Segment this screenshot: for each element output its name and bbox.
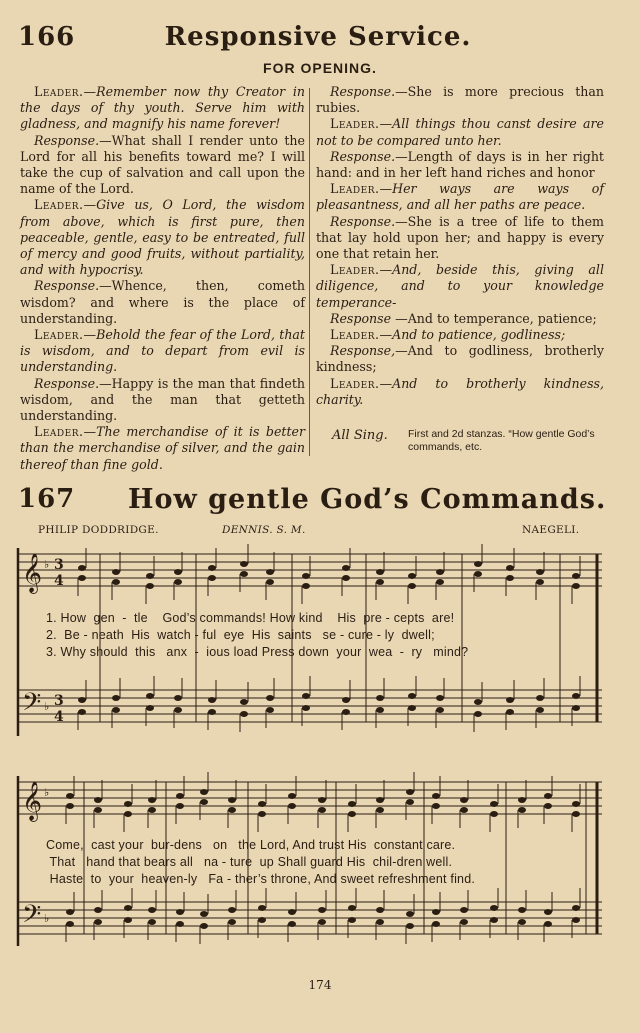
speaker-role: Leader. [330, 375, 380, 391]
note-head [302, 573, 310, 579]
treble-clef-icon: 𝄞 [22, 553, 43, 593]
responsive-reading-left-column [20, 84, 305, 473]
note-head [318, 907, 326, 913]
note-head [208, 697, 216, 703]
note-head [124, 917, 132, 923]
note-head [544, 803, 552, 809]
note-head [572, 583, 580, 589]
bass-clef-icon: 𝄢 [22, 688, 42, 723]
note-head [376, 907, 384, 913]
note-head [460, 797, 468, 803]
speaker-role: Leader. [34, 84, 84, 99]
note-head [200, 911, 208, 917]
speaker-role: Leader. [330, 262, 380, 278]
note-head [572, 811, 580, 817]
note-head [200, 923, 208, 929]
bass-clef-icon: 𝄢 [22, 900, 42, 935]
note-head [474, 699, 482, 705]
reading-text: And to brotherly kindness, charity. [316, 375, 604, 407]
dash: — [99, 278, 112, 294]
hymn-title: Responsive Service. [164, 22, 472, 52]
note-head [288, 803, 296, 809]
note-head [408, 573, 416, 579]
note-head [266, 569, 274, 575]
note-head [572, 693, 580, 699]
note-head [432, 921, 440, 927]
note-head [148, 797, 156, 803]
responsive-reading-right-column [316, 84, 604, 408]
note-head [432, 909, 440, 915]
note-head [78, 709, 86, 715]
time-signature-top: 3 [54, 557, 64, 573]
note-head [432, 793, 440, 799]
note-head [490, 801, 498, 807]
treble-staff [18, 782, 602, 814]
note-head [258, 917, 266, 923]
reading-paragraph [20, 376, 305, 425]
note-head [228, 807, 236, 813]
speaker-role: Response [330, 310, 392, 326]
note-head [124, 905, 132, 911]
note-head [240, 699, 248, 705]
note-head [572, 917, 580, 923]
note-head [112, 707, 120, 713]
speaker-role: Leader. [330, 181, 380, 197]
page-number: 174 [308, 978, 332, 992]
note-head [228, 907, 236, 913]
dash: — [379, 181, 393, 197]
note-head [376, 707, 384, 713]
note-head [432, 803, 440, 809]
hymn-credits [0, 524, 640, 540]
note-head [318, 807, 326, 813]
note-head [258, 801, 266, 807]
reading-text: What shall I render unto the Lord for all his benefits toward me? I will take the cup of salvation and call upon the name of the Lord. [20, 132, 305, 197]
note-head [506, 709, 514, 715]
note-head [148, 907, 156, 913]
note-head [348, 905, 356, 911]
note-head [146, 583, 154, 589]
dash: — [395, 343, 408, 359]
reading-text: Length of days is in her right hand: and in her left hand riches and honor [316, 148, 604, 181]
note-head [436, 579, 444, 585]
note-head [240, 561, 248, 567]
reading-text: Whence, then, cometh wisdom? and where is the place of understanding. [20, 278, 305, 326]
note-head [288, 793, 296, 799]
note-head [288, 909, 296, 915]
note-head [174, 695, 182, 701]
hymn-166-header [18, 22, 618, 62]
note-head [518, 919, 526, 925]
author-credit: PHILIP DODDRIDGE. [38, 524, 159, 536]
note-head [376, 797, 384, 803]
note-head [518, 807, 526, 813]
hymn-title: How gentle God’s Commands. [128, 484, 607, 515]
note-head [490, 917, 498, 923]
verse-1-line-2: Come, cast your bur-dens on the Lord, And trust His constant care. [46, 838, 456, 852]
note-head [506, 575, 514, 581]
reading-paragraph [316, 311, 604, 327]
reading-text: And to temperance, patience; [407, 310, 597, 326]
verse-2-line-2: That hand that bears all na - ture up Shall guard His chil-dren well. [46, 855, 453, 869]
note-head [174, 569, 182, 575]
reading-text: Behold the fear of the Lord, that is wisdom, and to depart from evil is understanding. [20, 327, 305, 375]
time-signature-top: 3 [54, 693, 64, 709]
note-head [342, 575, 350, 581]
note-head [518, 797, 526, 803]
speaker-role: Response. [34, 375, 100, 391]
note-head [506, 565, 514, 571]
note-head [78, 565, 86, 571]
time-signature-bottom: 4 [54, 573, 64, 589]
note-head [436, 707, 444, 713]
note-head [536, 579, 544, 585]
note-head [572, 905, 580, 911]
note-head [176, 921, 184, 927]
note-head [66, 921, 74, 927]
note-head [148, 919, 156, 925]
speaker-role: Response. [34, 278, 100, 294]
note-head [544, 793, 552, 799]
note-head [376, 807, 384, 813]
dash: — [83, 424, 97, 440]
note-head [208, 575, 216, 581]
reading-paragraph [20, 327, 305, 376]
note-head [94, 919, 102, 925]
note-head [124, 811, 132, 817]
speaker-role: Leader. [330, 116, 380, 132]
hymn-number: 166 [18, 22, 76, 52]
key-flat-icon: ♭ [44, 700, 50, 713]
speaker-role: Response. [330, 84, 396, 99]
reading-paragraph [20, 424, 305, 473]
note-head [376, 695, 384, 701]
speaker-role: Response. [330, 213, 396, 229]
note-head [124, 801, 132, 807]
note-head [408, 705, 416, 711]
reading-paragraph [316, 181, 604, 213]
note-head [240, 711, 248, 717]
dash: — [391, 310, 408, 326]
note-head [408, 693, 416, 699]
dash: — [379, 116, 393, 132]
dash: — [395, 213, 408, 229]
note-head [146, 705, 154, 711]
note-head [406, 789, 414, 795]
note-head [112, 579, 120, 585]
hymn-number: 167 [18, 484, 76, 514]
note-head [94, 807, 102, 813]
note-head [460, 807, 468, 813]
reading-paragraph [20, 278, 305, 327]
verse-3-line-1: 3. Why should this anx - ious load Press down your wea - ry mind? [46, 645, 469, 659]
note-head [474, 561, 482, 567]
treble-clef-icon: 𝄞 [22, 781, 43, 821]
note-head [406, 911, 414, 917]
note-head [66, 909, 74, 915]
note-head [544, 921, 552, 927]
note-head [148, 807, 156, 813]
note-head [174, 707, 182, 713]
note-head [536, 695, 544, 701]
note-head [342, 697, 350, 703]
note-head [408, 583, 416, 589]
note-head [176, 793, 184, 799]
reading-text: Give us, O Lord, the wisdom from above, which is first pure, then peaceable, gentle, easy to be entreated, full of mercy and good fruits, without partiality, and with hypocrisy. [20, 197, 305, 278]
note-head [318, 919, 326, 925]
note-head [302, 705, 310, 711]
speaker-role: Response, [330, 343, 396, 359]
reading-paragraph [316, 343, 604, 375]
note-head [266, 695, 274, 701]
note-head [518, 907, 526, 913]
reading-text: And to patience, godliness; [392, 327, 566, 343]
note-head [572, 801, 580, 807]
verse-3-line-2: Haste to your heaven-ly Fa - ther’s throne, And sweet refreshment find. [46, 872, 476, 886]
note-head [78, 575, 86, 581]
reading-paragraph [316, 262, 604, 311]
key-flat-icon: ♭ [44, 912, 50, 925]
note-head [146, 573, 154, 579]
note-head [342, 565, 350, 571]
note-head [302, 693, 310, 699]
reading-paragraph [316, 149, 604, 181]
note-head [176, 803, 184, 809]
note-head [240, 571, 248, 577]
note-head [536, 707, 544, 713]
note-head [208, 709, 216, 715]
note-head [302, 583, 310, 589]
key-flat-icon: ♭ [44, 558, 50, 571]
note-head [490, 811, 498, 817]
note-head [228, 797, 236, 803]
note-head [460, 919, 468, 925]
note-head [572, 705, 580, 711]
service-subtitle: FOR OPENING. [263, 60, 377, 76]
note-head [506, 697, 514, 703]
note-head [376, 579, 384, 585]
dash: — [83, 197, 97, 213]
note-head [112, 695, 120, 701]
speaker-role: Leader. [34, 197, 84, 213]
dash: — [379, 375, 393, 391]
reading-paragraph [316, 84, 604, 116]
verse-1-line-1: 1. How gen - tle God’s commands! How kind His pre - cepts are! [46, 611, 455, 625]
note-head [176, 909, 184, 915]
bass-staff [18, 902, 602, 934]
reading-text: Remember now thy Creator in the days of thy youth. Serve him with gladness, and magnify his name forever! [20, 84, 305, 132]
note-head [266, 579, 274, 585]
speaker-role: Response. [34, 132, 100, 148]
all-sing-text: First and 2d stanzas. “How gentle God’s commands, etc. [408, 428, 595, 453]
speaker-role: Leader. [330, 327, 380, 343]
note-head [436, 695, 444, 701]
note-head [66, 803, 74, 809]
note-head [174, 579, 182, 585]
note-head [258, 811, 266, 817]
note-head [572, 573, 580, 579]
note-head [318, 797, 326, 803]
dash: — [99, 375, 112, 391]
note-head [436, 569, 444, 575]
reading-text: All things thou canst desire are not to be compared unto her. [316, 116, 604, 148]
verse-2-line-1: 2. Be - neath His watch - ful eye His saints se - cure - ly dwell; [46, 628, 435, 642]
note-head [200, 799, 208, 805]
reading-text: She is a tree of life to them that lay hold upon her; and happy is every one that retain her. [316, 213, 604, 262]
dash: — [379, 327, 393, 343]
speaker-role: Response. [330, 148, 396, 164]
speaker-role: Leader. [34, 424, 84, 440]
reading-paragraph [316, 376, 604, 408]
note-head [78, 697, 86, 703]
reading-paragraph [316, 327, 604, 343]
dash: — [395, 148, 408, 164]
note-head [474, 571, 482, 577]
dash: — [99, 132, 112, 148]
tune-name: DENNIS. S. M. [222, 524, 306, 536]
composer-credit: NAEGELI. [522, 524, 580, 536]
reading-paragraph [316, 214, 604, 263]
note-head [348, 801, 356, 807]
note-head [474, 711, 482, 717]
reading-paragraph [316, 116, 604, 148]
reading-text: And, beside this, giving all diligence, and to your knowledge temperance- [316, 262, 604, 310]
reading-text: Her ways are ways of pleasantness, and all her paths are peace. [316, 181, 604, 213]
note-head [112, 569, 120, 575]
dash: — [379, 262, 393, 278]
note-head [490, 905, 498, 911]
dash: — [83, 84, 97, 99]
note-head [288, 921, 296, 927]
note-head [66, 793, 74, 799]
reading-text: She is more precious than rubies. [316, 84, 604, 116]
note-head [376, 919, 384, 925]
reading-text: The merchandise of it is better than the merchandise of silver, and the gain thereof than fine gold. [20, 424, 305, 472]
note-head [460, 907, 468, 913]
note-head [348, 917, 356, 923]
note-head [266, 707, 274, 713]
note-head [94, 907, 102, 913]
note-head [406, 923, 414, 929]
note-head [376, 569, 384, 575]
note-head [258, 905, 266, 911]
note-head [342, 709, 350, 715]
note-head [348, 811, 356, 817]
reading-paragraph [20, 133, 305, 198]
time-signature-bottom: 4 [54, 709, 64, 725]
note-head [536, 569, 544, 575]
note-head [200, 789, 208, 795]
column-divider [309, 88, 310, 456]
reading-text: And to godliness, brotherly kindness; [316, 343, 604, 375]
reading-paragraph [20, 84, 305, 133]
note-head [228, 919, 236, 925]
reading-paragraph [20, 197, 305, 278]
note-head [208, 565, 216, 571]
key-flat-icon: ♭ [44, 786, 50, 799]
all-sing-label: All Sing. [332, 428, 388, 443]
dash: — [395, 84, 408, 99]
hymn-167-header [18, 484, 618, 524]
speaker-role: Leader. [34, 327, 84, 343]
note-head [94, 797, 102, 803]
note-head [406, 799, 414, 805]
note-head [146, 693, 154, 699]
dash: — [83, 327, 97, 343]
note-head [544, 909, 552, 915]
reading-text: Happy is the man that findeth wisdom, and the man that getteth understanding. [20, 375, 305, 424]
